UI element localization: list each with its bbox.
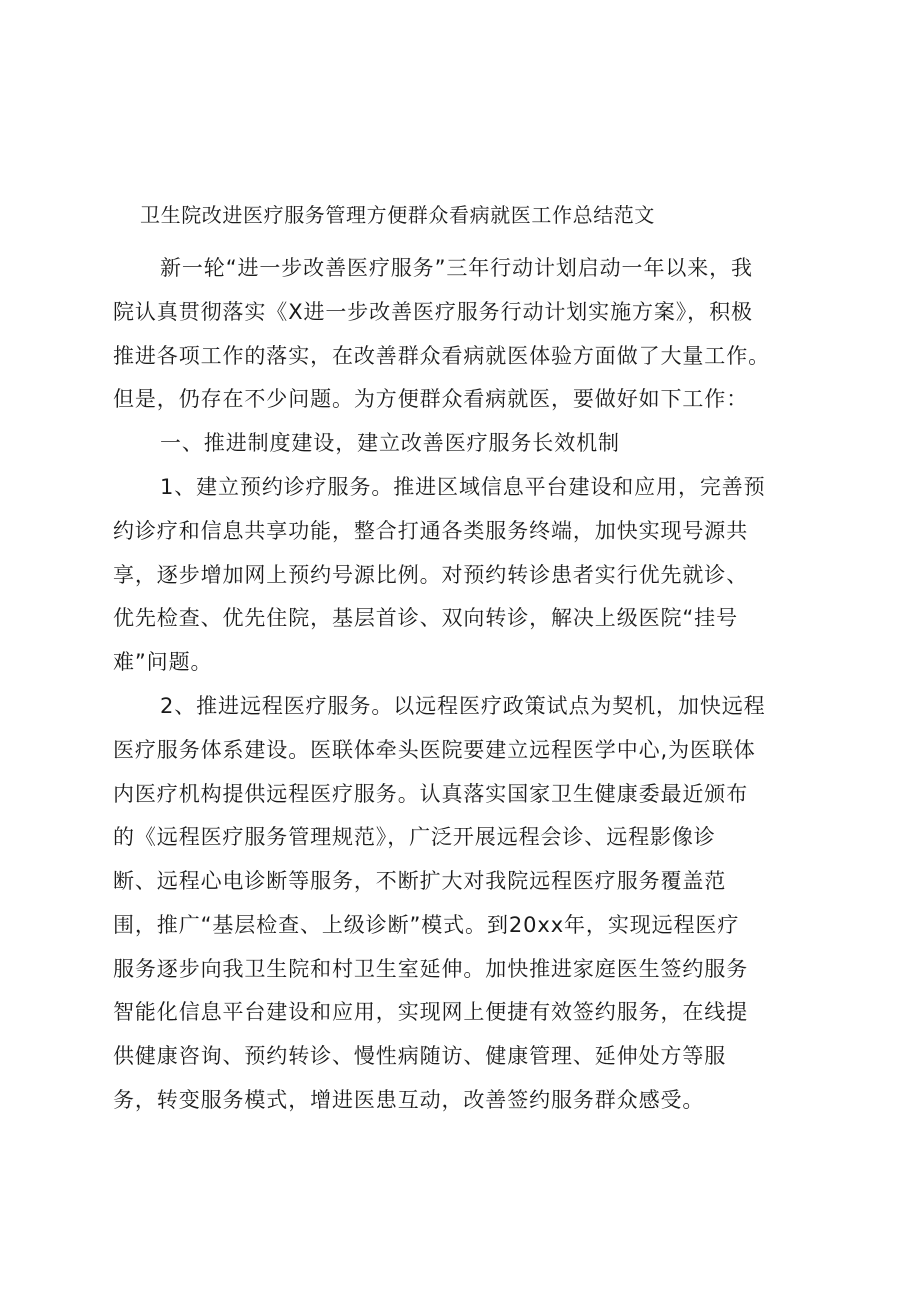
item-2-line: 内医疗机构提供远程医疗服务。认真落实国家卫生健康委最近颁布 (113, 782, 749, 806)
item-2-line: 的《远程医疗服务管理规范》，广泛开展远程会诊、远程影像诊 (113, 825, 716, 849)
item-2-line: 供健康咨询、预约转诊、慢性病随访、健康管理、延伸处方等服 (113, 1044, 727, 1068)
item-2-line: 2、推进远程医疗服务。以远程医疗政策试点为契机，加快远程 (160, 694, 766, 718)
intro-line: 院认真贯彻落实《X进一步改善医疗服务行动计划实施方案》，积极 (113, 300, 753, 324)
item-2-line: 智能化信息平台建设和应用，实现网上便捷有效签约服务，在线提 (113, 1000, 749, 1024)
item-1-line: 优先检查、优先住院，基层首诊、双向转诊，解决上级医院“挂号 (113, 606, 738, 630)
item-2-line: 围，推广“基层检查、上级诊断”模式。到20xx年，实现远程医疗 (113, 913, 740, 937)
intro-line: 推进各项工作的落实，在改善群众看病就医体验方面做了大量工作。 (113, 344, 770, 368)
item-1-line: 约诊疗和信息共享功能，整合打通各类服务终端，加快实现号源共 (113, 519, 749, 543)
item-2-line: 务，转变服务模式，增进医患互动，改善签约服务群众感受。 (113, 1088, 705, 1112)
section-heading: 一、推进制度建设，建立改善医疗服务长效机制 (160, 431, 620, 455)
item-2-line: 医疗服务体系建设。医联体牵头医院要建立远程医学中心,为医联体 (113, 738, 756, 762)
item-1-line: 享，逐步增加网上预约号源比例。对预约转诊患者实行优先就诊、 (113, 563, 749, 587)
intro-line: 新一轮“进一步改善医疗服务”三年行动计划启动一年以来，我 (160, 256, 753, 280)
item-1-line: 1、建立预约诊疗服务。推进区域信息平台建设和应用，完善预 (160, 475, 766, 499)
item-2-line: 服务逐步向我卫生院和村卫生室延伸。加快推进家庭医生签约服务 (113, 957, 749, 981)
item-1-line: 难”问题。 (113, 650, 213, 674)
document-title: 卫生院改进医疗服务管理方便群众看病就医工作总结范文 (140, 203, 655, 227)
intro-line: 但是，仍存在不少问题。为方便群众看病就医，要做好如下工作： (113, 387, 749, 411)
item-2-line: 断、远程心电诊断等服务，不断扩大对我院远程医疗服务覆盖范 (113, 869, 727, 893)
